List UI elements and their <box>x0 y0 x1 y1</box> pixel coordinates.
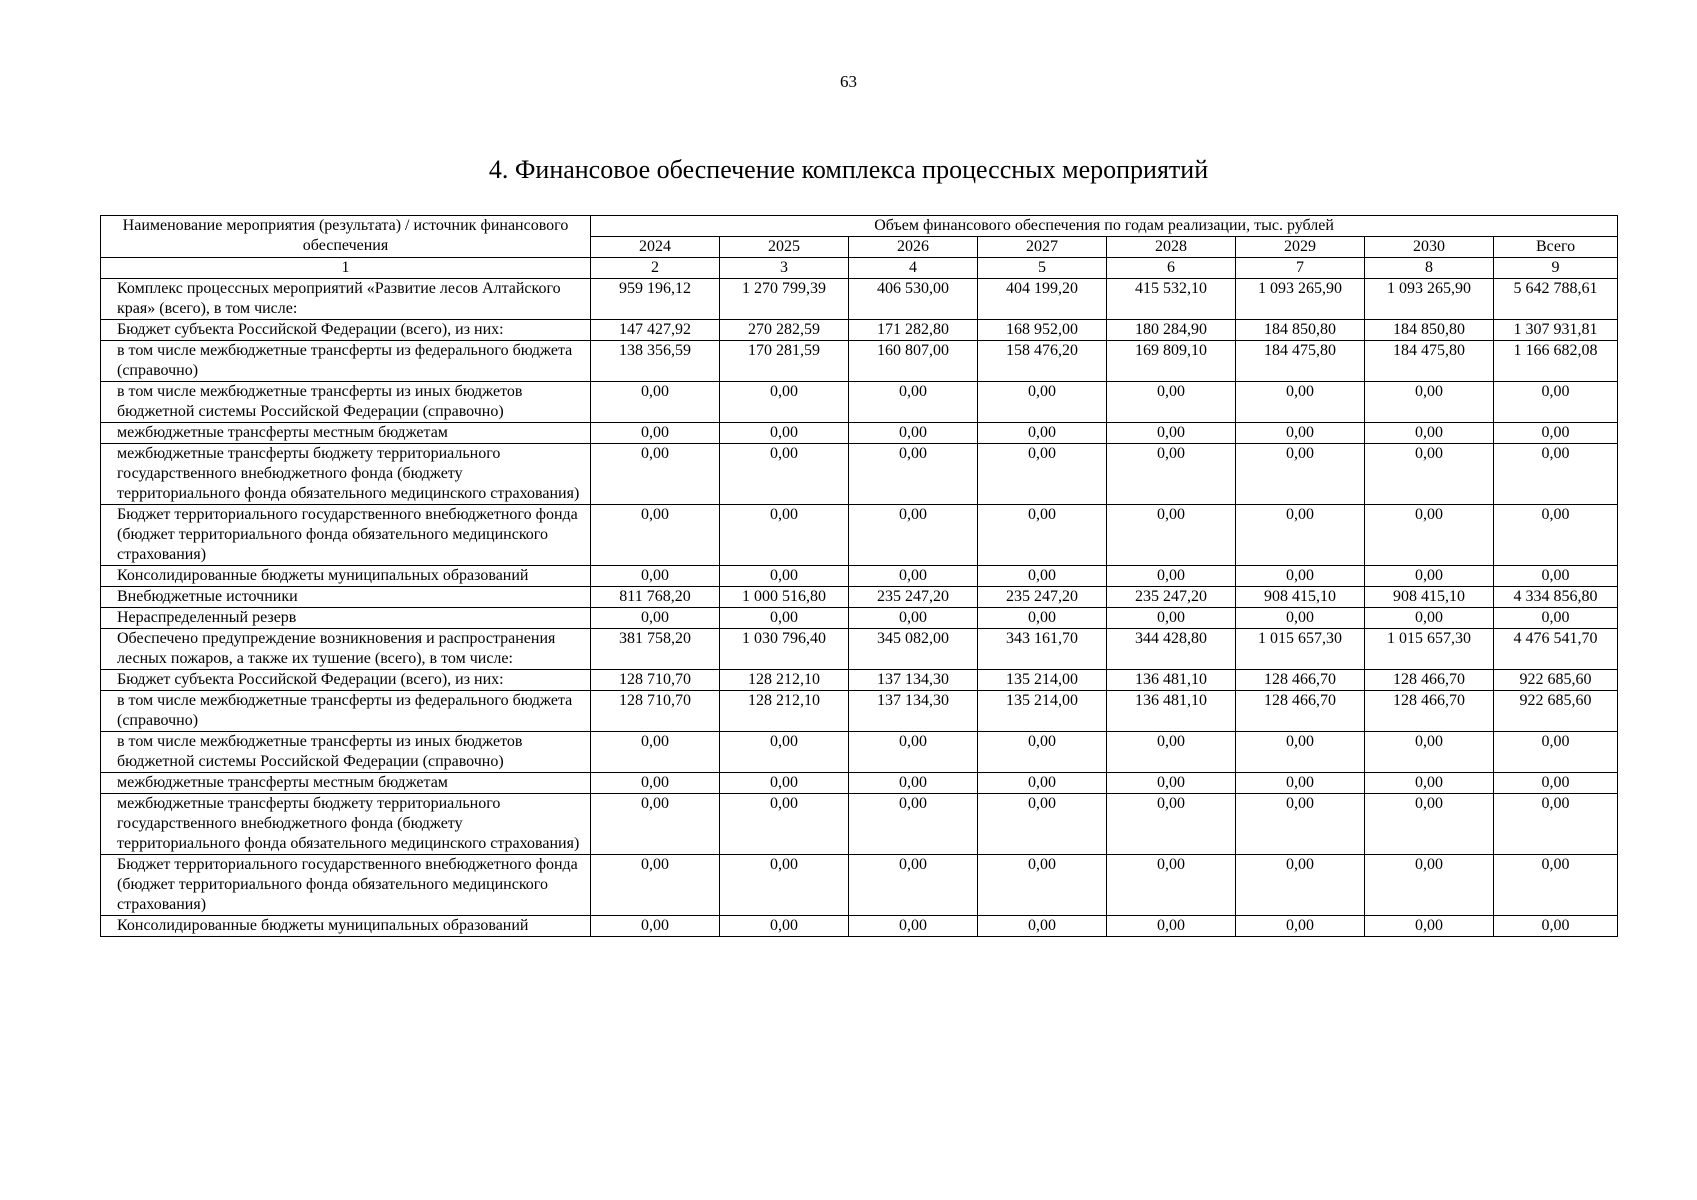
row-value-cell: 135 214,00 <box>978 670 1107 691</box>
row-total-cell: 1 166 682,08 <box>1494 341 1618 382</box>
row-value-cell: 0,00 <box>1236 732 1365 773</box>
row-value-cell: 270 282,59 <box>720 320 849 341</box>
row-value-cell: 128 710,70 <box>591 670 720 691</box>
row-name: Бюджет субъекта Российской Федерации (всего), из них: <box>101 320 591 341</box>
header-row-top <box>101 216 1618 237</box>
row-value-cell: 0,00 <box>978 444 1107 505</box>
row-value-cell: 381 758,20 <box>591 629 720 670</box>
row-value-cell: 235 247,20 <box>1107 587 1236 608</box>
row-value-cell: 343 161,70 <box>978 629 1107 670</box>
column-number: 8 <box>1365 258 1494 279</box>
row-value-cell: 0,00 <box>1365 382 1494 423</box>
row-value-cell: 160 807,00 <box>849 341 978 382</box>
year-header: 2027 <box>978 237 1107 258</box>
row-value-cell: 811 768,20 <box>591 587 720 608</box>
row-value-cell: 0,00 <box>1107 505 1236 566</box>
column-number: 4 <box>849 258 978 279</box>
row-value-cell: 1 015 657,30 <box>1236 629 1365 670</box>
table-row <box>101 505 1618 566</box>
year-header: 2028 <box>1107 237 1236 258</box>
row-name: Комплекс процессных мероприятий «Развитие лесов Алтайского края» (всего), в том числе: <box>101 279 591 320</box>
page-number: 63 <box>840 72 857 91</box>
row-value-cell: 169 809,10 <box>1107 341 1236 382</box>
row-value-cell: 128 710,70 <box>591 691 720 732</box>
row-value-cell: 908 415,10 <box>1236 587 1365 608</box>
row-value-cell: 0,00 <box>1365 773 1494 794</box>
row-name: Бюджет субъекта Российской Федерации (всего), из них: <box>101 670 591 691</box>
row-value-cell: 406 530,00 <box>849 279 978 320</box>
row-value-cell: 0,00 <box>978 382 1107 423</box>
row-value-cell: 137 134,30 <box>849 691 978 732</box>
row-value-cell: 0,00 <box>591 382 720 423</box>
table-row <box>101 566 1618 587</box>
table-row <box>101 629 1618 670</box>
row-value-cell: 0,00 <box>849 505 978 566</box>
row-value-cell: 0,00 <box>1365 608 1494 629</box>
row-value-cell: 0,00 <box>1365 855 1494 916</box>
row-value-cell: 0,00 <box>978 423 1107 444</box>
row-name: межбюджетные трансферты местным бюджетам <box>101 423 591 444</box>
row-value-cell: 0,00 <box>720 608 849 629</box>
row-value-cell: 235 247,20 <box>849 587 978 608</box>
row-value-cell: 0,00 <box>720 855 849 916</box>
row-value-cell: 1 000 516,80 <box>720 587 849 608</box>
row-total-cell: 0,00 <box>1494 773 1618 794</box>
row-value-cell: 0,00 <box>1236 608 1365 629</box>
table-row <box>101 916 1618 937</box>
row-value-cell: 136 481,10 <box>1107 670 1236 691</box>
column-number: 3 <box>720 258 849 279</box>
row-value-cell: 0,00 <box>849 916 978 937</box>
row-value-cell: 0,00 <box>849 855 978 916</box>
row-name: в том числе межбюджетные трансферты из иных бюджетов бюджетной системы Российской Федерации (справочно) <box>101 382 591 423</box>
table-row <box>101 732 1618 773</box>
row-value-cell: 908 415,10 <box>1365 587 1494 608</box>
row-value-cell: 0,00 <box>720 794 849 855</box>
row-value-cell: 0,00 <box>1365 732 1494 773</box>
table-row <box>101 608 1618 629</box>
year-header: 2029 <box>1236 237 1365 258</box>
row-value-cell: 0,00 <box>978 566 1107 587</box>
table-row <box>101 587 1618 608</box>
row-value-cell: 0,00 <box>591 423 720 444</box>
row-value-cell: 0,00 <box>978 732 1107 773</box>
column-number: 9 <box>1494 258 1618 279</box>
row-total-cell: 922 685,60 <box>1494 670 1618 691</box>
row-value-cell: 0,00 <box>978 794 1107 855</box>
column-number: 6 <box>1107 258 1236 279</box>
row-value-cell: 0,00 <box>591 794 720 855</box>
row-value-cell: 344 428,80 <box>1107 629 1236 670</box>
row-total-cell: 0,00 <box>1494 855 1618 916</box>
row-name: Внебюджетные источники <box>101 587 591 608</box>
row-name: Бюджет территориального государственного внебюджетного фонда (бюджет территориального фонда обязательного медицинского страхования) <box>101 505 591 566</box>
table-row <box>101 444 1618 505</box>
row-value-cell: 0,00 <box>1107 444 1236 505</box>
row-value-cell: 415 532,10 <box>1107 279 1236 320</box>
row-name: в том числе межбюджетные трансферты из федерального бюджета (справочно) <box>101 341 591 382</box>
row-total-cell: 1 307 931,81 <box>1494 320 1618 341</box>
row-name: Бюджет территориального государственного внебюджетного фонда (бюджет территориального фонда обязательного медицинского страхования) <box>101 855 591 916</box>
table-row <box>101 423 1618 444</box>
row-value-cell: 0,00 <box>720 916 849 937</box>
row-value-cell: 170 281,59 <box>720 341 849 382</box>
row-value-cell: 128 466,70 <box>1365 691 1494 732</box>
row-value-cell: 158 476,20 <box>978 341 1107 382</box>
row-value-cell: 0,00 <box>1236 773 1365 794</box>
row-name: в том числе межбюджетные трансферты из федерального бюджета (справочно) <box>101 691 591 732</box>
row-name: межбюджетные трансферты местным бюджетам <box>101 773 591 794</box>
row-value-cell: 0,00 <box>849 382 978 423</box>
row-value-cell: 171 282,80 <box>849 320 978 341</box>
table-body <box>101 279 1618 937</box>
row-value-cell: 0,00 <box>591 732 720 773</box>
row-value-cell: 128 212,10 <box>720 670 849 691</box>
row-total-cell: 5 642 788,61 <box>1494 279 1618 320</box>
table-row <box>101 279 1618 320</box>
row-value-cell: 0,00 <box>720 505 849 566</box>
row-value-cell: 0,00 <box>1107 608 1236 629</box>
row-total-cell: 0,00 <box>1494 382 1618 423</box>
row-value-cell: 0,00 <box>978 855 1107 916</box>
table-row <box>101 794 1618 855</box>
row-value-cell: 0,00 <box>1365 423 1494 444</box>
row-total-cell: 0,00 <box>1494 505 1618 566</box>
row-value-cell: 0,00 <box>978 916 1107 937</box>
row-value-cell: 235 247,20 <box>978 587 1107 608</box>
row-value-cell: 184 850,80 <box>1236 320 1365 341</box>
table-row <box>101 382 1618 423</box>
row-value-cell: 0,00 <box>1365 444 1494 505</box>
row-value-cell: 0,00 <box>591 608 720 629</box>
row-value-cell: 345 082,00 <box>849 629 978 670</box>
row-value-cell: 138 356,59 <box>591 341 720 382</box>
row-value-cell: 128 212,10 <box>720 691 849 732</box>
row-value-cell: 0,00 <box>1236 916 1365 937</box>
row-name: Консолидированные бюджеты муниципальных образований <box>101 916 591 937</box>
row-value-cell: 0,00 <box>1236 855 1365 916</box>
row-value-cell: 404 199,20 <box>978 279 1107 320</box>
row-value-cell: 0,00 <box>849 423 978 444</box>
year-header: 2030 <box>1365 237 1494 258</box>
row-name: межбюджетные трансферты бюджету территориального государственного внебюджетного фонда (бюджету территориального фонда обязательного медицинского страхования) <box>101 444 591 505</box>
table-row <box>101 670 1618 691</box>
row-value-cell: 0,00 <box>1236 423 1365 444</box>
table-row <box>101 691 1618 732</box>
row-value-cell: 184 475,80 <box>1236 341 1365 382</box>
row-value-cell: 0,00 <box>591 855 720 916</box>
row-total-cell: 0,00 <box>1494 608 1618 629</box>
row-value-cell: 0,00 <box>1107 382 1236 423</box>
row-value-cell: 0,00 <box>1107 916 1236 937</box>
total-header: Всего <box>1494 237 1618 258</box>
row-value-cell: 0,00 <box>1365 505 1494 566</box>
row-total-cell: 0,00 <box>1494 444 1618 505</box>
row-value-cell: 128 466,70 <box>1236 691 1365 732</box>
row-total-cell: 4 334 856,80 <box>1494 587 1618 608</box>
row-value-cell: 0,00 <box>720 773 849 794</box>
row-value-cell: 0,00 <box>1365 794 1494 855</box>
table-row <box>101 341 1618 382</box>
volume-column-header: Объем финансового обеспечения по годам реализации, тыс. рублей <box>591 216 1618 237</box>
column-number: 7 <box>1236 258 1365 279</box>
row-value-cell: 184 475,80 <box>1365 341 1494 382</box>
row-value-cell: 0,00 <box>849 732 978 773</box>
column-number: 5 <box>978 258 1107 279</box>
table-row <box>101 773 1618 794</box>
row-name: Обеспечено предупреждение возникновения и распространения лесных пожаров, а также их тушение (всего), в том числе: <box>101 629 591 670</box>
row-value-cell: 0,00 <box>1236 382 1365 423</box>
row-value-cell: 1 093 265,90 <box>1236 279 1365 320</box>
row-value-cell: 0,00 <box>849 566 978 587</box>
row-total-cell: 922 685,60 <box>1494 691 1618 732</box>
row-value-cell: 0,00 <box>591 916 720 937</box>
column-number-row <box>101 258 1618 279</box>
row-value-cell: 0,00 <box>591 566 720 587</box>
row-value-cell: 0,00 <box>1107 566 1236 587</box>
row-value-cell: 128 466,70 <box>1236 670 1365 691</box>
row-value-cell: 0,00 <box>1236 444 1365 505</box>
row-value-cell: 0,00 <box>849 444 978 505</box>
table-row <box>101 855 1618 916</box>
row-value-cell: 136 481,10 <box>1107 691 1236 732</box>
row-name: Консолидированные бюджеты муниципальных образований <box>101 566 591 587</box>
row-value-cell: 0,00 <box>849 794 978 855</box>
column-number: 2 <box>591 258 720 279</box>
row-value-cell: 0,00 <box>849 773 978 794</box>
row-total-cell: 0,00 <box>1494 916 1618 937</box>
row-name: межбюджетные трансферты бюджету территориального государственного внебюджетного фонда (бюджету территориального фонда обязательного медицинского страхования) <box>101 794 591 855</box>
row-value-cell: 0,00 <box>978 773 1107 794</box>
name-column-header: Наименование мероприятия (результата) / источник финансового обеспечения <box>101 216 591 258</box>
row-value-cell: 0,00 <box>978 608 1107 629</box>
row-value-cell: 0,00 <box>591 444 720 505</box>
year-header: 2024 <box>591 237 720 258</box>
column-number: 1 <box>101 258 591 279</box>
row-value-cell: 180 284,90 <box>1107 320 1236 341</box>
row-total-cell: 0,00 <box>1494 566 1618 587</box>
row-value-cell: 135 214,00 <box>978 691 1107 732</box>
row-value-cell: 0,00 <box>1107 855 1236 916</box>
row-value-cell: 0,00 <box>591 773 720 794</box>
row-value-cell: 0,00 <box>591 505 720 566</box>
row-value-cell: 0,00 <box>720 444 849 505</box>
row-value-cell: 137 134,30 <box>849 670 978 691</box>
row-value-cell: 0,00 <box>1107 423 1236 444</box>
year-header: 2026 <box>849 237 978 258</box>
row-value-cell: 0,00 <box>978 505 1107 566</box>
row-value-cell: 0,00 <box>1236 566 1365 587</box>
row-value-cell: 0,00 <box>1107 732 1236 773</box>
row-value-cell: 184 850,80 <box>1365 320 1494 341</box>
row-value-cell: 0,00 <box>720 732 849 773</box>
row-value-cell: 1 270 799,39 <box>720 279 849 320</box>
row-total-cell: 4 476 541,70 <box>1494 629 1618 670</box>
row-value-cell: 0,00 <box>1107 773 1236 794</box>
row-total-cell: 0,00 <box>1494 732 1618 773</box>
year-header: 2025 <box>720 237 849 258</box>
row-value-cell: 0,00 <box>720 566 849 587</box>
row-value-cell: 0,00 <box>1236 794 1365 855</box>
row-name: в том числе межбюджетные трансферты из иных бюджетов бюджетной системы Российской Федерации (справочно) <box>101 732 591 773</box>
row-value-cell: 0,00 <box>720 423 849 444</box>
row-value-cell: 0,00 <box>720 382 849 423</box>
row-value-cell: 959 196,12 <box>591 279 720 320</box>
section-title: 4. Финансовое обеспечение комплекса процессных мероприятий <box>488 155 1209 184</box>
table-row <box>101 320 1618 341</box>
row-value-cell: 128 466,70 <box>1365 670 1494 691</box>
row-value-cell: 0,00 <box>1107 794 1236 855</box>
financing-table <box>100 215 1618 937</box>
row-value-cell: 1 030 796,40 <box>720 629 849 670</box>
row-value-cell: 147 427,92 <box>591 320 720 341</box>
row-value-cell: 0,00 <box>1365 566 1494 587</box>
row-total-cell: 0,00 <box>1494 794 1618 855</box>
row-value-cell: 0,00 <box>1365 916 1494 937</box>
row-value-cell: 168 952,00 <box>978 320 1107 341</box>
row-value-cell: 1 093 265,90 <box>1365 279 1494 320</box>
row-value-cell: 1 015 657,30 <box>1365 629 1494 670</box>
row-name: Нераспределенный резерв <box>101 608 591 629</box>
row-total-cell: 0,00 <box>1494 423 1618 444</box>
row-value-cell: 0,00 <box>1236 505 1365 566</box>
row-value-cell: 0,00 <box>849 608 978 629</box>
